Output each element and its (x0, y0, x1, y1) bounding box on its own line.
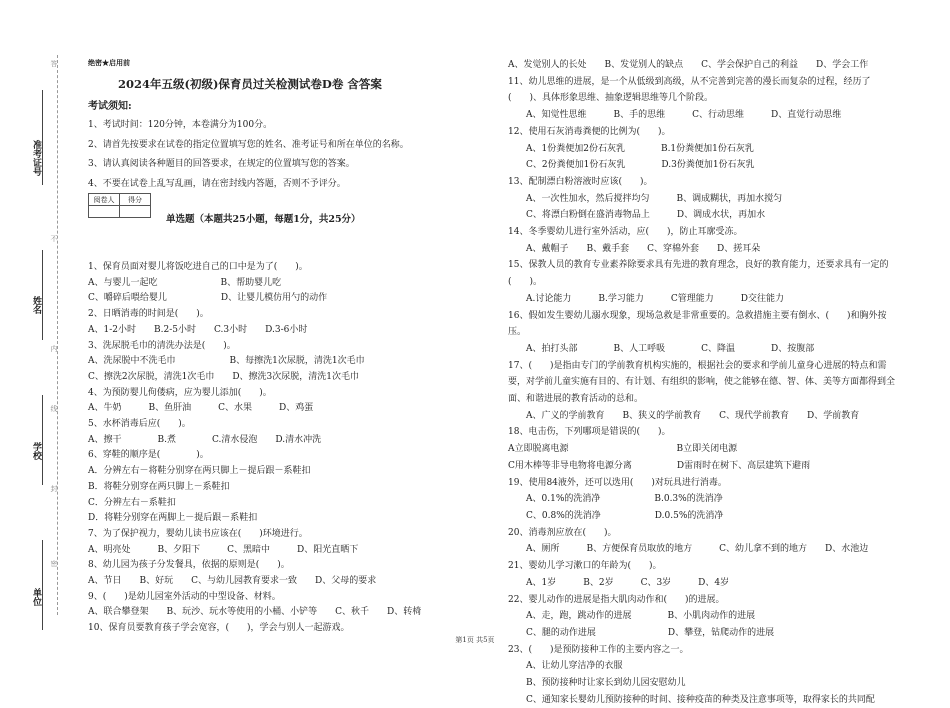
question-line: A、走，跑，跳动作的进展 B、小肌肉动作的进展 (508, 611, 756, 622)
question-line: 22、婴儿动作的进展是指大肌肉动作和( )的进展。 (508, 594, 725, 605)
question-line: C、2份粪便加1份石灰乳 D.3份粪便加1份石灰乳 (508, 160, 755, 171)
question-line: A、一次性加水，然后搅拌均匀 B、调成糊状，再加水搅匀 (508, 193, 783, 204)
section-heading: 单选题（本题共25小题，每题1分，共25分） (166, 214, 361, 225)
student-id-label: 准考证号 (31, 140, 41, 176)
right-question-column (508, 57, 903, 708)
question-line: B、预防接种时让家长到幼儿园安慰幼儿 (508, 678, 686, 689)
question-line: 23、( )是预防接种工作的主要内容之一。 (508, 644, 689, 655)
question-line: A、牛奶 B、鱼肝油 C、水果 D、鸡蛋 (88, 403, 314, 414)
name-line (42, 250, 43, 340)
question-line: A.讨论能力 B.学习能力 C管理能力 D交往能力 (508, 293, 784, 304)
grader-cell (89, 206, 120, 218)
question-line: A立即脱离电源 B立即关闭电源 (508, 444, 738, 455)
score-table (88, 193, 151, 218)
question-line: C、腿的动作进展 D、攀登，钻爬动作的进展 (508, 627, 775, 638)
question-line: 20、消毒剂应放在( )。 (508, 527, 617, 538)
seal-char: 封 (50, 485, 58, 492)
question-line: B．将鞋分别穿在两只脚上－系鞋扣 (88, 481, 230, 492)
school-label: 学校 (31, 442, 41, 460)
question-line: C、擦洗2次尿脱，清洗1次毛巾 D、擦洗3次尿脱，清洗1次毛巾 (88, 371, 360, 382)
question-line: A、1-2小时 B.2-5小时 C.3小时 D.3-6小时 (88, 324, 308, 335)
question-line: 15、保教人员的教育专业素养除要求具有先进的教育理念，良好的教育能力，还要求具有一定的( )。 (508, 260, 889, 288)
question-line: A、0.1%的洗消净 B.0.3%的洗消净 (508, 494, 723, 505)
question-line: A、知觉性思维 B、手的思维 C、行动思维 D、直觉行动思维 (508, 110, 842, 121)
question-line: 4、为预防婴儿佝偻病，应为婴儿添加( )。 (88, 387, 272, 398)
question-line: C用木棒等非导电物将电源分离 D雷雨时在树下、高层建筑下避雨 (508, 460, 811, 471)
unit-label: 单位 (31, 588, 41, 606)
question-line: 6、穿鞋的顺序是( )。 (88, 450, 209, 461)
seal-char: 内 (50, 345, 58, 352)
question-line: 18、电击伤，下列哪项是错误的( )。 (508, 427, 671, 438)
left-question-column (88, 260, 500, 637)
question-line: 3、洗尿脱毛巾的清洗办法是( )。 (88, 340, 236, 351)
question-line: 17、( )是指由专门的学前教育机构实施的，根据社会的要求和学前儿童身心进展的特点和需要，对学前儿童实施有目的、有计划、有组织的影响，使之能够在德、智、体、美等方面都得到全面、和谐进展的教育活动的总和。 (508, 360, 896, 405)
question-line: 9、( )是幼儿园室外活动的中型设备、材料。 (88, 591, 281, 602)
question-line: D．将鞋分别穿在两脚上－提后跟－系鞋扣 (88, 513, 258, 524)
question-line: A、节日 B、好玩 C、与幼儿园教育要求一致 D、父母的要求 (88, 576, 377, 587)
question-line: A．分辨左右－将鞋分别穿在两只脚上－提后跟－系鞋扣 (88, 466, 311, 477)
question-line: C、将漂白粉倒在盛消毒物品上 D、调成水状，再加水 (508, 210, 766, 221)
question-line: 1、保育员面对婴儿将饭吃进自己的口中是为了( )。 (88, 262, 308, 272)
page-footer: 第1页 共5页 (455, 636, 495, 644)
question-line: 11、幼儿思维的进展，是一个从低级到高级，从不完善到完善的漫长而复杂的过程，经历了( )、具体形象思维、抽象逻辑思维等几个阶段。 (508, 76, 871, 104)
question-line: A、明亮处 B、夕阳下 C、黑暗中 D、阳光直晒下 (88, 544, 359, 555)
page-title: 2024年五级(初级)保育员过关检测试卷D卷 含答案 (118, 77, 382, 91)
notice-item: 2、请首先按要求在试卷的指定位置填写您的姓名、准考证号和所在单位的名称。 (88, 140, 409, 150)
question-line: A、洗尿脱中不洗毛巾 B、每擦洗1次尿脱，清洗1次毛巾 (88, 356, 365, 367)
question-line: C、嚼碎后喂给婴儿 D、让婴儿模仿用勺的动作 (88, 293, 328, 304)
notice-title: 考试须知: (88, 101, 132, 112)
question-line: A、1岁 B、2岁 C、3岁 D、4岁 (508, 577, 730, 588)
question-line: C．分辨左右－系鞋扣 (88, 497, 176, 508)
question-line: A、联合攀登架 B、玩沙、玩水等使用的小桶、小铲等 C、秋千 D、转椅 (88, 607, 422, 618)
question-line: 13、配制漂白粉溶液时应该( )。 (508, 176, 653, 187)
question-line: 5、水杯消毒后应( )。 (88, 419, 191, 430)
notice-item: 1、考试时间：120分钟，本卷满分为100分。 (88, 120, 273, 130)
question-line: A、广义的学前教育 B、狭义的学前教育 C、现代学前教育 D、学前教育 (508, 410, 860, 421)
score-cell (120, 206, 151, 218)
question-line: 2、日晒消毒的时间是( )。 (88, 309, 209, 320)
school-line (42, 395, 43, 485)
question-line: 19、使用84液外，还可以选用( )对玩具进行消毒。 (508, 477, 727, 488)
question-line: 7、为了保护视力，婴幼儿读书应该在( )环境进行。 (88, 528, 308, 539)
seal-char: 线 (50, 405, 58, 412)
seal-char: 不 (50, 235, 58, 242)
question-line: 8、幼儿园为孩子分发餐具，依据的原则是( )。 (88, 560, 290, 571)
question-line: 21、婴幼儿学习漱口的年龄为( )。 (508, 561, 662, 572)
question-line: A、发觉别人的长处 B、发觉别人的缺点 C、学会保护自己的利益 D、学会工作 (508, 60, 869, 70)
confidential-seal: 绝密★启用前 (88, 58, 130, 67)
score-header: 得分 (120, 194, 151, 206)
question-line: A、戴帽子 B、戴手套 C、穿棉外套 D、搓耳朵 (508, 243, 761, 254)
binding-margin (0, 0, 80, 671)
seal-char: 答 (50, 60, 58, 67)
notice-item: 4、不要在试卷上乱写乱画，请在密封线内答题，否则不予评分。 (88, 179, 346, 189)
grader-header: 阅卷人 (89, 194, 120, 206)
question-line: 10、保育员要教育孩子学会宽容，( )，学会与别人一起游戏。 (88, 623, 350, 634)
question-line: A、让幼儿穿洁净的衣服 (508, 661, 623, 672)
question-line: A、厕所 B、方便保育员取放的地方 C、幼儿拿不到的地方 D、水池边 (508, 544, 869, 555)
question-line: A、拍打头部 B、人工呼吸 C、降温 D、按腹部 (508, 343, 815, 354)
question-line: C、通知家长婴幼儿预防接种的时间、接种疫苗的种类及注意事项等，取得家长的共同配 (508, 694, 875, 705)
name-label: 姓名 (31, 296, 41, 314)
question-line: A、与婴儿一起吃 B、帮助婴儿吃 (88, 277, 282, 288)
question-line: 12、使用石灰消毒粪便的比例为( )。 (508, 126, 671, 137)
question-line: A、1份粪便加2份石灰乳 B.1份粪便加1份石灰乳 (508, 143, 754, 154)
question-line: 14、冬季婴幼儿进行室外活动，应( )，防止耳廓受冻。 (508, 227, 743, 238)
notice-item: 3、请认真阅读各种题目的回答要求，在规定的位置填写您的答案。 (88, 159, 355, 169)
question-line: C、0.8%的洗消净 D.0.5%的洗消净 (508, 510, 724, 521)
seal-dashed-line (57, 55, 58, 615)
seal-char: 密 (50, 560, 58, 567)
question-line: A、擦干 B.煮 C.清水侵泡 D.清水冲洗 (88, 434, 322, 445)
question-line: 16、假如发生婴幼儿溺水现象，现场急救是非常重要的。急救措施主要有倒水、( )和胸外按压。 (508, 310, 887, 338)
student-id-line (42, 90, 43, 185)
unit-line (42, 540, 43, 630)
